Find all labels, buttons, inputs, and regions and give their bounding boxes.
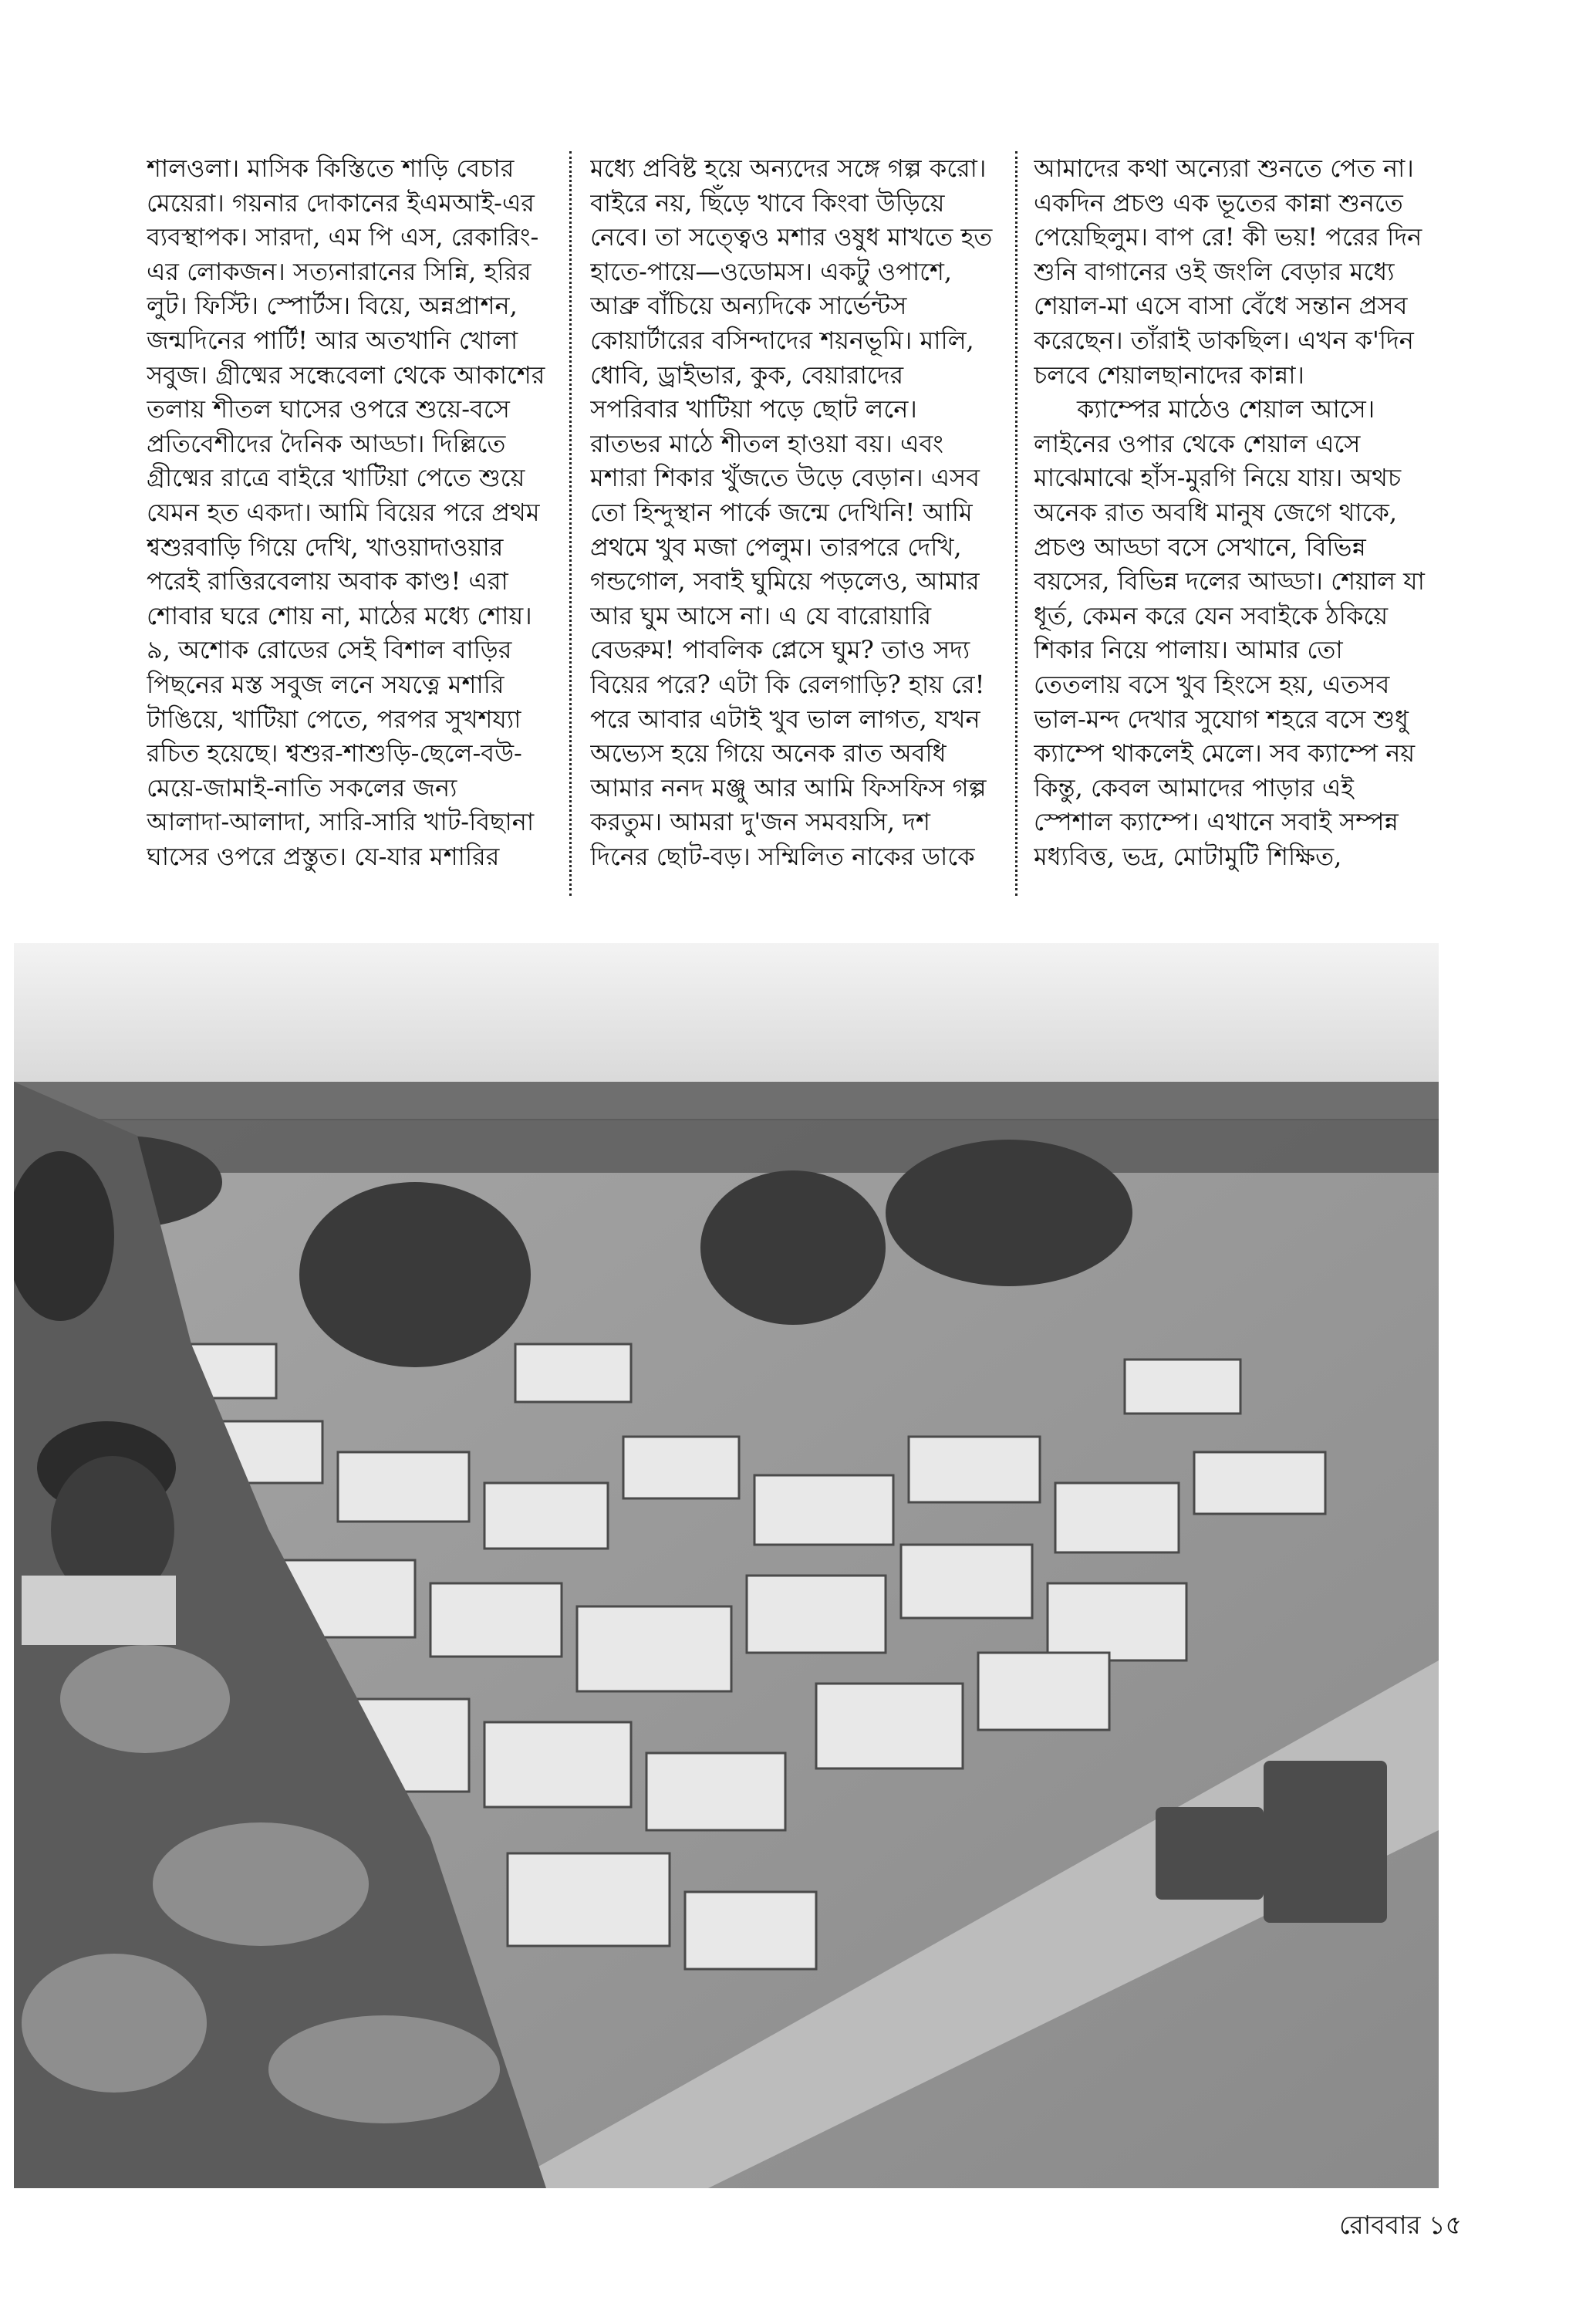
text-line: আব্রু বাঁচিয়ে অন্যদিকে সার্ভেন্টস [590,291,907,321]
text-line: শুনি বাগানের ওই জংলি বেড়ার মধ্যে [1034,256,1395,286]
text-line: তো হিন্দুস্থান পার্কে জন্মে দেখিনি! আমি [590,497,973,527]
text-line: টাঙিয়ে, খাটিয়া পেতে, পরপর সুখশয্যা [147,704,521,734]
text-line: রাতভর মাঠে শীতল হাওয়া বয়। এবং [590,428,943,458]
article-column-1 [147,151,548,892]
column-divider [569,151,572,896]
text-line: শিকার নিয়ে পালায়। আমার তো [1034,635,1343,665]
text-line: ধোবি, ড্রাইভার, কুক, বেয়ারাদের [590,360,904,390]
text-line: হাতে-পায়ে—ওডোমস। একটু ওপাশে, [590,256,953,286]
text-line: বাইরে নয়, ছিঁড়ে খাবে কিংবা উড়িয়ে [590,187,945,218]
text-line: স্পেশাল ক্যাম্পে। এখানে সবাই সম্পন্ন [1034,807,1399,837]
text-line: তেতলায় বসে খুব হিংসে হয়, এতসব [1034,669,1390,699]
text-line: করেছেন। তাঁরাই ডাকছিল। এখন ক'দিন [1034,325,1414,355]
refugee-camp-photo [14,943,1439,2188]
text-line: ধূর্ত, কেমন করে যেন সবাইকে ঠকিয়ে [1034,600,1389,630]
text-line: প্রতিবেশীদের দৈনিক আড্ডা। দিল্লিতে [147,428,506,458]
text-line: কোয়ার্টারের বসিন্দাদের শয়নভূমি। মালি, [590,325,974,355]
text-line: ৯, অশোক রোডের সেই বিশাল বাড়ির [147,635,512,665]
text-line: সপরিবার খাটিয়া পড়ে ছোট লনে। [590,394,917,424]
text-line: মাঝেমাঝে হাঁস-মুরগি নিয়ে যায়। অথচ [1034,463,1402,493]
page-folio: রোববার ১৫ [1339,2210,1462,2240]
text-line: আমার ননদ মঞ্জু আর আমি ফিসফিস গল্প [590,772,987,802]
text-line: আর ঘুম আসে না। এ যে বারোয়ারি [590,600,932,630]
text-line: চলবে শেয়ালছানাদের কান্না। [1034,360,1304,390]
text-line: মশারা শিকার খুঁজতে উড়ে বেড়ান। এসব [590,463,980,493]
text-line: পরে আবার এটাই খুব ভাল লাগত, যখন [590,704,980,734]
text-line: একদিন প্রচণ্ড এক ভূতের কান্না শুনতে [1034,187,1403,218]
text-line: ক্যাম্পে থাকলেই মেলে। সব ক্যাম্পে নয় [1034,738,1416,768]
text-line: মধ্যবিত্ত, ভদ্র, মোটামুটি শিক্ষিত, [1034,841,1342,871]
text-line: লুট। ফিস্টি। স্পোর্টস। বিয়ে, অন্নপ্রাশন, [147,291,518,321]
text-line: লাইনের ওপার থেকে শেয়াল এসে [1034,428,1361,458]
text-line: তলায় শীতল ঘাসের ওপরে শুয়ে-বসে [147,394,510,424]
text-line: জন্মদিনের পার্টি! আর অতখানি খোলা [147,325,518,355]
text-line: যেমন হত একদা। আমি বিয়ের পরে প্রথম [147,497,540,527]
text-line: শোবার ঘরে শোয় না, মাঠের মধ্যে শোয়। [147,600,532,630]
text-line: নেবে। তা সত্ত্বেও মশার ওষুধ মাখতে হত [590,222,993,252]
text-line: পরেই রাত্তিরবেলায় অবাক কাণ্ড! এরা [147,566,508,596]
text-line: প্রচণ্ড আড্ডা বসে সেখানে, বিভিন্ন [1034,532,1366,562]
text-line: দিনের ছোট-বড়। সম্মিলিত নাকের ডাকে [590,841,975,871]
text-line: বিয়ের পরে? এটা কি রেলগাড়ি? হায় রে! [590,669,985,699]
text-line: বেডরুম! পাবলিক প্লেসে ঘুম? তাও সদ্য [590,635,970,665]
text-line: অভ্যেস হয়ে গিয়ে অনেক রাত অবধি [590,738,947,768]
text-line: গ্রীষ্মের রাত্রে বাইরে খাটিয়া পেতে শুয়ে [147,463,525,493]
text-line: মধ্যে প্রবিষ্ট হয়ে অন্যদের সঙ্গে গল্প করো। [590,154,987,183]
tree-line [14,1119,1439,1173]
text-line: আলাদা-আলাদা, সারি-সারি খাট-বিছানা [147,807,535,837]
text-line: রচিত হয়েছে। শ্বশুর-শাশুড়ি-ছেলে-বউ- [147,738,522,768]
text-line: গন্ডগোল, সবাই ঘুমিয়ে পড়লেও, আমার [590,566,980,596]
text-line: শালওলা। মাসিক কিস্তিতে শাড়ি বেচার [147,154,515,183]
text-line: আমাদের কথা অন্যেরা শুনতে পেত না। [1034,154,1414,183]
text-line: এর লোকজন। সত্যনারানের সিন্নি, হরির [147,256,532,286]
article-column-2 [590,151,995,892]
text-line: করতুম। আমরা দু'জন সমবয়সি, দশ [590,807,930,837]
article-column-3 [1034,151,1435,892]
text-line: অনেক রাত অবধি মানুষ জেগে থাকে, [1034,497,1398,527]
text-line: মেয়েরা। গয়নার দোকানের ইএমআই-এর [147,187,535,218]
sky [14,943,1439,1089]
text-line: শেয়াল-মা এসে বাসা বেঁধে সন্তান প্রসব [1034,291,1408,321]
text-line: কিন্তু, কেবল আমাদের পাড়ার এই [1034,772,1354,802]
text-line: ব্যবস্থাপক। সারদা, এম পি এস, রেকারিং- [147,222,539,252]
paragraph-start-line: ক্যাম্পের মাঠেও শেয়াল আসে। [1077,394,1375,424]
column-divider [1015,151,1017,896]
text-line: পেয়েছিলুম। বাপ রে! কী ভয়! পরের দিন [1034,222,1422,252]
text-line: প্রথমে খুব মজা পেলুম। তারপরে দেখি, [590,532,962,562]
text-line: পিছনের মস্ত সবুজ লনে সযত্নে মশারি [147,669,505,699]
text-line: বয়সের, বিভিন্ন দলের আড্ডা। শেয়াল যা [1034,566,1425,596]
text-line: মেয়ে-জামাই-নাতি সকলের জন্য [147,772,457,802]
text-line: ভাল-মন্দ দেখার সুযোগ শহরে বসে শুধু [1034,704,1409,734]
text-line: ঘাসের ওপরে প্রস্তুত। যে-যার মশারির [147,841,500,871]
text-line: শ্বশুরবাড়ি গিয়ে দেখি, খাওয়াদাওয়ার [147,532,504,562]
text-line: সবুজ। গ্রীষ্মের সন্ধেবেলা থেকে আকাশের [147,360,545,390]
